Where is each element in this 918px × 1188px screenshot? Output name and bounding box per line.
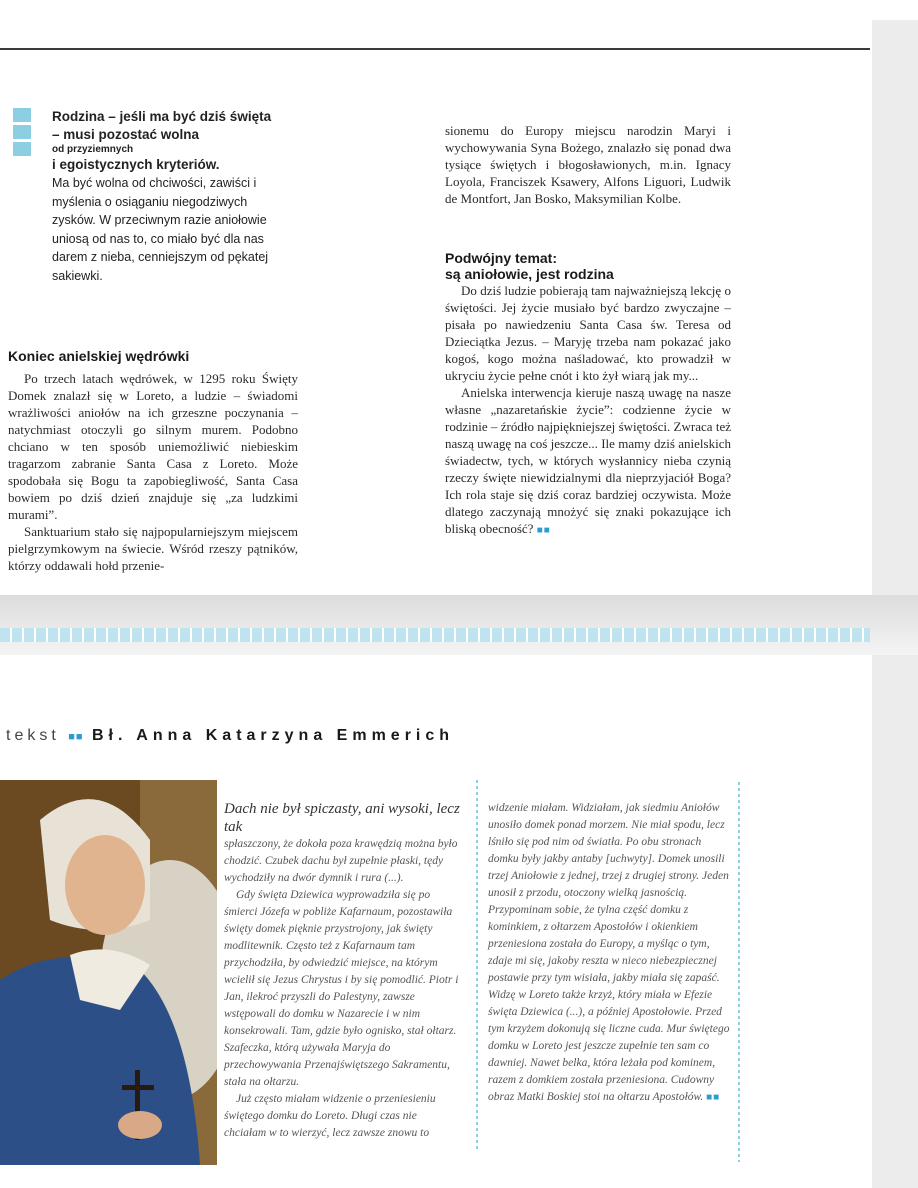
quote-squares-icon [13,108,31,159]
byline-author: Bł. Anna Katarzyna Emmerich [92,727,455,744]
section-podwojny [445,250,731,539]
paragraph: Już często miałam widzenie o przeniesieniu świętego domku do Loreto. Długi czas nie chciałam w to wierzyć, lecz zawsze znowu to [224,1093,436,1139]
page-fold [0,595,918,655]
end-mark-icon: ■■ [706,1092,721,1103]
paragraph: Gdy święta Dziewica wyprowadziła się po śmierci Józefa w pobliże Kafarnaum, pozostawiła święty domek pięknie przystrojony, jak święty modlitewnik. Często też z Kafarnaum tam przychodziła, by odwiedzić miejsce, na którym wcielił się Jezus Chrystus i by się pomodlić. Piotr i Jan, ilekroć przyszli do Palestyny, zawsze wstępowali do domku w Nazarecie i w nim konsekrowali. Tam, gdzie było ognisko, stał ołtarz. Szafeczka, którą używała Maryja do przechowywania Przenajświętszego Sakramentu, stała na ołtarzu. [224,889,459,1088]
paragraph: sionemu do Europy miejscu narodzin Maryi i wychowywania Syna Bożego, znalazło się ponad dwa tysiące świętych i błogosławionych, m.in. Ignacy Loyola, Franciszek Ksawery, Alfons Liguori, Ludwik de Montfort, Jan Bosko, Maksymilian Kolbe. [445,123,731,206]
excerpt-column-2 [488,800,730,1106]
section-heading: Koniec anielskiej wędrówki [8,348,190,364]
paragraph: Do dziś ludzie pobierają tam najważniejszą lekcję o świętości. Jej życie musiało być bardzo zwyczajne – pisała po nawiedzeniu Santa Casa św. Teresa od Dzieciątka Jezus. – Maryję trzeba nam pokazać jako kogoś, kogo można naśladować, kto prowadził w ukryciu życie pełne cnót i kto żył wiarą jak my... [445,283,731,383]
paragraph: Sanktuarium stało się najpopularniejszym miejscem pielgrzymkowym na świecie. Wśród rzeszy pątników, którzy oddawali hołd przenie- [8,524,298,573]
byline [6,727,454,745]
end-mark-icon: ■■ [536,525,551,536]
column-rule [476,780,478,1150]
column-rule [738,782,740,1162]
section-heading-line-2: są aniołowie, jest rodzina [445,266,614,282]
paragraph: Po trzech latach wędrówek, w 1295 roku Święty Domek znalazł się w Loreto, a ludzie – świadomi wrażliwości aniołów na ich grzeszne poczynania – natychmiast otoczyli go silnym murem. Podobno chciano w ten sposób uniemożliwić niebieskim tragarzom zabranie Santa Casa z Loreto. Może spodobała się Bogu ta zapobiegliwość, Santa Casa bowiem po dziś dzień znajduje się „za ludzkimi murami”. [8,371,298,522]
byline-squares-icon: ■■ [68,731,84,743]
quote-line-1: Rodzina – jeśli ma być dziś święta [52,109,272,124]
quote-line-3: od przyziemnych [52,144,134,155]
article-continued [445,122,731,207]
byline-label: tekst [6,727,60,744]
paragraph [488,800,730,1106]
top-rule [0,48,870,50]
quote-line-4: i egoistycznych kryteriów. [52,157,220,172]
paragraph-text: widzenie miałam. Widziałam, jak siedmiu Aniołów unosiło domek ponad morzem. Nie miał spodu, lecz lśniło się pod nim od światła. Po obu stronach domku były jakby antaby [uchwyty]. Domek unosili trzej Aniołowie z jednej, trzej z drugiej strony. Jeden unosił z przodu, otoczony wielką jasnością. Przypominam sobie, że tylna część domku z kominkiem, z ołtarzem Apostołów i okienkiem przeniesiona została do Europy, a myśląc o tym, zdaje mi się, jakoby reszta w nieco niebezpiecznej postawie przy tym wisiała, jakby miała się zapaść. Widzę w Loreto także krzyż, który miała w Efezie święta Dziewica (...), a później Apostołowie. Przed tym krzyżem dokonują się liczne cuda. Mur świętego domku w Loreto jest jeszcze zupełnie ten sam co dawniej. Nawet belka, która leżała pod kominem, razem z domkiem została przeniesiona. Cudowny obraz Matki Boskiej stoi na ołtarzu Apostołów. [488,802,730,1103]
excerpt-column-1 [224,800,460,1142]
quote-line-2: – musi pozostać wolna [52,127,200,142]
paragraph-text: Anielska interwencja kieruje naszą uwagę na nasze własne „nazaretańskie życie”: codzienne życie w rodzinie – źródło najpiękniejszej świętości. Zwraca też naszą uwagę na coś jeszcze... Ile mamy dziś anielskich świadectw, tych, w których wysłannicy nieba czynią rzeczy święte niewidzialnymi dla nieprzyjaciół Boga? Ich rola staje się dziś coraz bardziej oczywista. Może dlatego zaczynają mnożyć się znaki pokazujące ich bliską obecność? [445,385,731,536]
paragraph [445,384,731,539]
paragraph: spłaszczony, że dokoła poza krawędzią można było chodzić. Czubek dachu był zupełnie płaski, tędy wychodziły na dwór dymnik i rura (...). [224,838,458,884]
decorative-band [0,628,870,642]
section-koniec [8,348,298,574]
excerpt-lead: Dach nie był spiczasty, ani wysoki, lecz tak [224,801,460,835]
quote-body: Ma być wolna od chciwości, zawiści i myślenia o osiąganiu niegodziwych zysków. W przeciwnym razie aniołowie uniosą od nas to, co miało być dla nas darem z nieba, cenniejszym od pękatej sakiewki. [52,176,269,283]
pull-quote [52,108,287,285]
portrait-image [0,780,217,1165]
section-heading-line-1: Podwójny temat: [445,250,558,266]
